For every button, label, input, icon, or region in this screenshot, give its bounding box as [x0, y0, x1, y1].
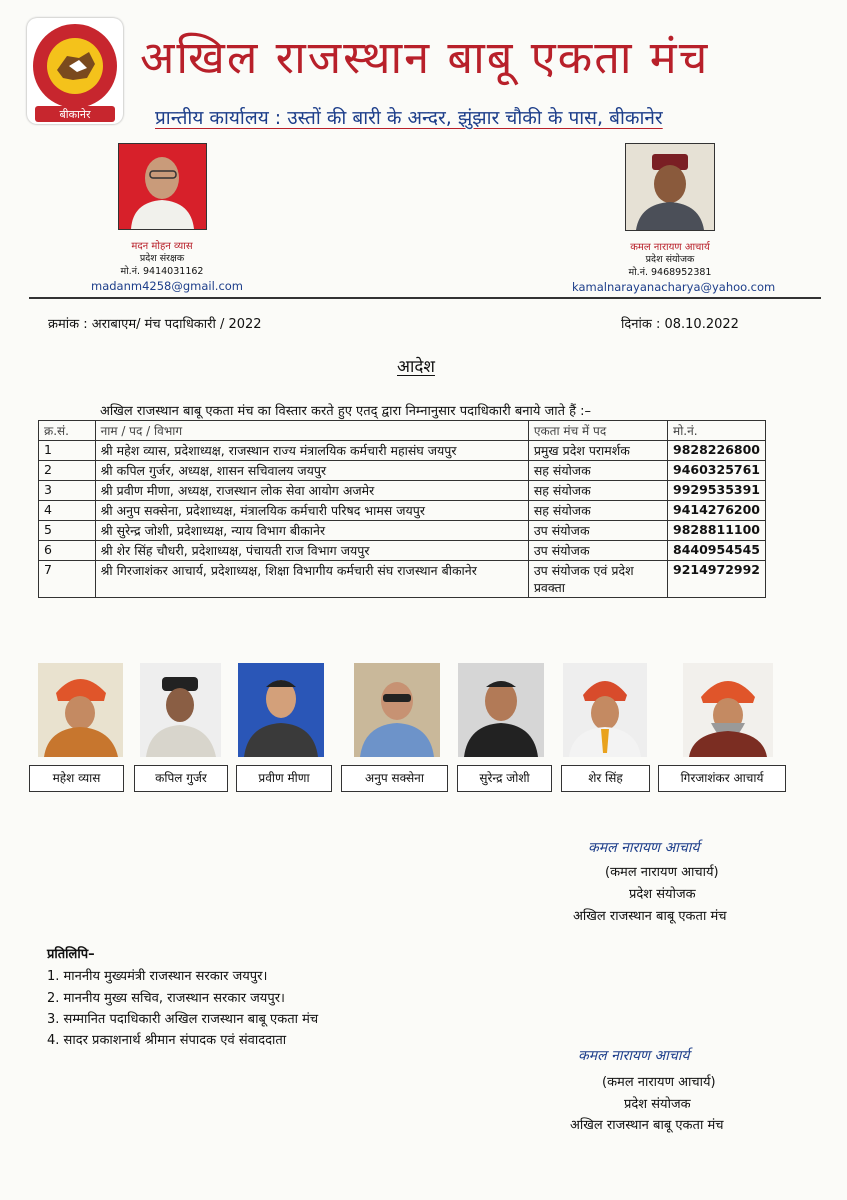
leader-1-mobile: मो.नं. 9414031162 — [120, 266, 204, 277]
logo-bottom-text: बीकानेर — [59, 108, 91, 121]
row-mobile: 9460325761 — [668, 461, 766, 481]
person-photo-icon — [354, 663, 440, 757]
row-serial: 4 — [39, 501, 96, 521]
leader-photo-kamal-narayan-acharya — [625, 143, 715, 231]
leader-photo-madan-mohan-vyas — [118, 143, 207, 230]
signatory-org-2: अखिल राजस्थान बाबू एकता मंच — [570, 1118, 724, 1133]
office-bearers-table — [38, 420, 766, 598]
person-photo-icon — [38, 663, 123, 757]
strip-label-7: गिरजाशंकर आचार्य — [658, 765, 786, 792]
table-header-row — [39, 421, 766, 441]
table-row — [39, 481, 766, 501]
table-row — [39, 461, 766, 481]
row-post: उप संयोजक — [528, 521, 667, 541]
row-post: सह संयोजक — [528, 481, 667, 501]
signatory-title-2: प्रदेश संयोजक — [624, 1097, 691, 1112]
row-serial: 3 — [39, 481, 96, 501]
row-post: प्रमुख प्रदेश परामर्शक — [528, 441, 667, 461]
leader-2-email[interactable]: kamalnarayanacharya@yahoo.com — [572, 280, 776, 294]
row-mobile: 9828811100 — [668, 521, 766, 541]
person-photo-icon — [458, 663, 544, 757]
order-intro: अखिल राजस्थान बाबू एकता मंच का विस्तार करते हुए एतद् द्वारा निम्नानुसार पदाधिकारी बनाये जाते हैं :– — [100, 404, 592, 419]
column-header-post: एकता मंच में पद — [528, 421, 667, 441]
strip-label-2: कपिल गुर्जर — [134, 765, 228, 792]
leader-1-email[interactable]: madanm4258@gmail.com — [91, 279, 244, 293]
leader-1-name: मदन मोहन व्यास — [131, 241, 193, 252]
row-post: उप संयोजक — [528, 541, 667, 561]
row-serial: 2 — [39, 461, 96, 481]
strip-photo-1 — [38, 663, 123, 757]
table-row — [39, 541, 766, 561]
copy-to-title: प्रतिलिपि– — [47, 947, 95, 962]
row-name: श्री महेश व्यास, प्रदेशाध्यक्ष, राजस्थान राज्य मंत्रालयिक कर्मचारी महासंघ जयपुर — [95, 441, 528, 461]
strip-photo-5 — [458, 663, 544, 757]
copy-item-4: 4. सादर प्रकाशनार्थ श्रीमान संपादक एवं संवाददाता — [47, 1033, 287, 1048]
strip-photo-4 — [354, 663, 440, 757]
person-photo-icon — [119, 144, 206, 229]
row-post: सह संयोजक — [528, 501, 667, 521]
person-photo-icon — [563, 663, 647, 757]
office-address: प्रान्तीय कार्यालय : उस्तों की बारी के अन्दर, झुंझार चौकी के पास, बीकानेर — [155, 107, 663, 129]
signatory-title-1: प्रदेश संयोजक — [629, 887, 696, 902]
signatory-org-1: अखिल राजस्थान बाबू एकता मंच — [573, 909, 727, 924]
strip-photo-3 — [238, 663, 324, 757]
leader-2-role: प्रदेश संयोजक — [645, 254, 695, 265]
copy-item-1: 1. माननीय मुख्यमंत्री राजस्थान सरकार जयपुर। — [47, 969, 268, 984]
row-serial: 7 — [39, 561, 96, 598]
leader-2-name: कमल नारायण आचार्य — [630, 242, 710, 253]
strip-label-1: महेश व्यास — [29, 765, 124, 792]
copy-item-2: 2. माननीय मुख्य सचिव, राजस्थान सरकार जयपुर। — [47, 991, 285, 1006]
person-photo-icon — [626, 144, 714, 230]
person-photo-icon — [140, 663, 221, 757]
strip-photo-2 — [140, 663, 221, 757]
organization-title: अखिल राजस्थान बाबू एकता मंच — [140, 31, 710, 84]
organization-logo — [27, 18, 123, 124]
column-header-mobile: मो.नं. — [668, 421, 766, 441]
row-mobile: 9929535391 — [668, 481, 766, 501]
strip-photo-6 — [563, 663, 647, 757]
row-serial: 1 — [39, 441, 96, 461]
table-row — [39, 521, 766, 541]
strip-label-3: प्रवीण मीणा — [236, 765, 332, 792]
row-serial: 6 — [39, 541, 96, 561]
copy-item-3: 3. सम्मानित पदाधिकारी अखिल राजस्थान बाबू एकता मंच — [47, 1012, 319, 1027]
signatory-name-1: (कमल नारायण आचार्य) — [605, 865, 719, 880]
row-name: श्री सुरेन्द्र जोशी, प्रदेशाध्यक्ष, न्याय विभाग बीकानेर — [95, 521, 528, 541]
signatory-name-2: (कमल नारायण आचार्य) — [602, 1075, 716, 1090]
row-serial: 5 — [39, 521, 96, 541]
person-photo-icon — [238, 663, 324, 757]
row-mobile: 9214972992 — [668, 561, 766, 598]
order-date: दिनांक : 08.10.2022 — [621, 317, 739, 332]
row-post: सह संयोजक — [528, 461, 667, 481]
row-name: श्री कपिल गुर्जर, अध्यक्ष, शासन सचिवालय जयपुर — [95, 461, 528, 481]
column-header-serial: क्र.सं. — [39, 421, 96, 441]
row-name: श्री गिरजाशंकर आचार्य, प्रदेशाध्यक्ष, शिक्षा विभागीय कर्मचारी संघ राजस्थान बीकानेर — [95, 561, 528, 598]
strip-label-6: शेर सिंह — [561, 765, 650, 792]
leader-1-role: प्रदेश संरक्षक — [139, 253, 185, 264]
row-mobile: 9414276200 — [668, 501, 766, 521]
handwritten-signature-2: कमल नारायण आचार्य — [578, 1048, 690, 1064]
table-row — [39, 441, 766, 461]
row-mobile: 8440954545 — [668, 541, 766, 561]
handwritten-signature-1: कमल नारायण आचार्य — [588, 840, 700, 856]
row-name: श्री शेर सिंह चौधरी, प्रदेशाध्यक्ष, पंचायती राज विभाग जयपुर — [95, 541, 528, 561]
row-post: उप संयोजक एवं प्रदेश प्रवक्ता — [528, 561, 667, 598]
strip-label-5: सुरेन्द्र जोशी — [457, 765, 552, 792]
strip-label-4: अनुप सक्सेना — [341, 765, 448, 792]
row-name: श्री अनुप सक्सेना, प्रदेशाध्यक्ष, मंत्रालयिक कर्मचारी परिषद भामस जयपुर — [95, 501, 528, 521]
row-mobile: 9828226800 — [668, 441, 766, 461]
strip-photo-7 — [683, 663, 773, 757]
order-heading: आदेश — [397, 357, 435, 377]
person-photo-icon — [683, 663, 773, 757]
reference-number: क्रमांक : अराबाएम/ मंच पदाधिकारी / 2022 — [48, 317, 262, 332]
table-row — [39, 561, 766, 598]
table-row — [39, 501, 766, 521]
column-header-name: नाम / पद / विभाग — [95, 421, 528, 441]
header-divider — [29, 297, 821, 299]
row-name: श्री प्रवीण मीणा, अध्यक्ष, राजस्थान लोक सेवा आयोग अजमेर — [95, 481, 528, 501]
leader-2-mobile: मो.नं. 9468952381 — [628, 267, 712, 278]
